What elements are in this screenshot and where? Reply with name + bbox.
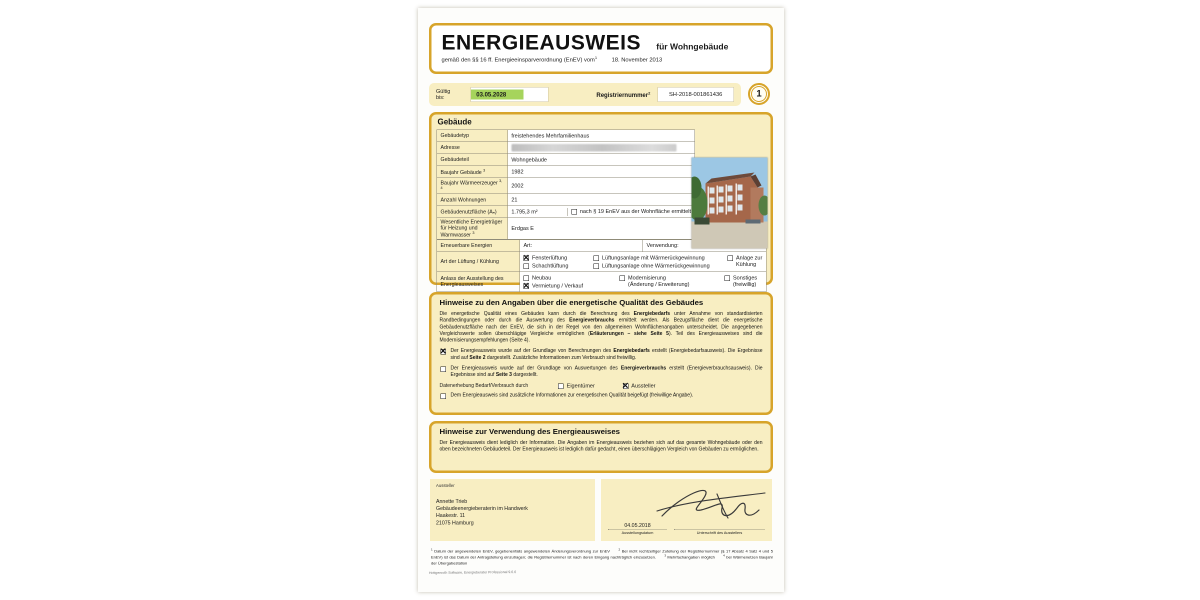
- table-row: [437, 206, 695, 218]
- signature-line: [674, 523, 765, 530]
- table-row: [437, 166, 695, 178]
- option-label: Lüftungsanlage mit Wärmerückgewinnung: [602, 255, 705, 262]
- scanned-document: [418, 8, 784, 592]
- field-label: Anzahl Wohnungen: [437, 194, 508, 206]
- signature-row: [608, 523, 765, 536]
- field-value: [508, 206, 695, 218]
- owner-option-label: Eigentümer: [566, 382, 595, 389]
- field-label: Gebäudenutzfläche (Aₙ): [437, 206, 508, 218]
- floor-area-value: 1.795,3 m²: [508, 208, 568, 216]
- checkbox: ✕: [522, 280, 530, 291]
- footnote-marker: 3: [472, 230, 475, 236]
- building-section-title: Gebäude: [437, 118, 472, 127]
- option-label: Lüftungsanlage ohne Wärmerückgewinnung: [602, 262, 710, 269]
- checkbox: [594, 256, 600, 262]
- valid-until-field: [471, 87, 549, 102]
- energieausweis-page-1: [418, 8, 784, 592]
- footnote: $^2$ Bei nicht rechtzeitiger Zuteilung der Registriernummer (§ 17 Absatz 4 Satz 4 und 5 EnEV) ist das Datum der Antragstellung einzutragen; die Registriernummer ist nach deren Eingang nachträglich einzusetzen.: [431, 548, 773, 560]
- field-label: Gebäudetyp: [437, 130, 508, 142]
- consumption-certificate-option: [440, 365, 763, 378]
- field-label: Baujahr Gebäude $^3$: [437, 166, 508, 178]
- checkbox: ✕: [621, 380, 629, 391]
- additional-info-text: Dem Energieausweis sind zusätzliche Informationen zur energetischen Qualität beigefügt (freiwillige Angabe).: [450, 392, 694, 399]
- checkbox: [620, 276, 626, 282]
- table-row: [437, 218, 695, 239]
- checkbox: [524, 263, 530, 269]
- law-footnote-marker: 1: [594, 55, 598, 60]
- checkbox: [558, 383, 564, 389]
- footnote: $^3$ Mehrfachangaben möglich: [664, 554, 715, 560]
- field-value: 1982: [508, 166, 695, 178]
- checkbox: [594, 263, 600, 269]
- checkbox: [441, 367, 447, 373]
- issue-date-column: [608, 523, 667, 536]
- page-number-badge: 1: [748, 83, 770, 105]
- issuer-city: 21075 Hamburg: [436, 519, 474, 526]
- quality-intro-paragraph: Die energetische Qualität eines Gebäudes kann durch die Berechnung des Energiebedarfs unter Annahme von standardisierten Randbedingungen oder durch die Auswertung des Energieverbrauchs ermittelt werden. Als Bezugsfläche dient die energetische Gebäudenutzfläche nach der EnEV, die sich in der Regel von den allgemeinen Wohnflächenangaben unterscheidet. Die angegebenen Vergleichswerte sollen überschlägige Vergleiche ermöglichen (Erläuterungen – siehe Seite 5). Teil des Energieausweises sind die Modernisierungsempfehlungen (Seite 4).: [439, 311, 763, 344]
- checkbox: [571, 209, 577, 215]
- checkbox: ✕: [522, 253, 530, 263]
- renewables-verwendung-cell: Verwendung:: [643, 240, 767, 252]
- quality-hints-section: [429, 292, 773, 415]
- checkbox: [725, 276, 731, 282]
- consumption-certificate-text: Der Energieausweis wurde auf der Grundlage von Auswertungen des Energieverbrauchs erstellt (Energieverbrauchsausweis). Die Ergebnisse sind auf Seite 3 dargestellt.: [450, 365, 763, 378]
- issue-date-caption: Ausstellungsdatum: [621, 530, 654, 535]
- issuer-street: Haakestr. 11: [436, 512, 466, 519]
- demand-certificate-option: [440, 348, 763, 361]
- quality-hints-title: Hinweise zu den Angaben über die energetische Qualität des Gebäudes: [439, 298, 704, 307]
- field-value: Erdgas E: [508, 218, 695, 239]
- building-photo: [692, 158, 768, 249]
- checkbox: [728, 256, 734, 262]
- field-label: Baujahr Wärmeerzeuger $^{3, 4}$: [437, 178, 508, 194]
- table-row: [437, 272, 767, 292]
- issue-reason-options-cell: [520, 272, 767, 292]
- redaction-blur: [511, 144, 676, 152]
- checkbox: [441, 394, 447, 400]
- footnote: $^4$ bei Wärmenetzen Baujahr der Übergabestation: [431, 554, 774, 566]
- registry-label: Registriernummer$^2$: [596, 90, 651, 99]
- issuer-address: [436, 498, 589, 526]
- footnote: $^1$ Datum der angewendeten EnEV, gegebenenfalls angewendeten Änderungsverordnung zur EnEV: [431, 548, 610, 554]
- signature-block: [601, 479, 772, 541]
- footnote-marker: 3, 4: [440, 178, 503, 190]
- valid-until-date-highlighted: 03.05.2028: [471, 90, 523, 100]
- building-table-area: [432, 130, 771, 296]
- registry-number-field: SH-2018-001861436: [657, 87, 734, 102]
- document-subtitle: für Wohngebäude: [656, 42, 729, 52]
- footnotes: [431, 548, 773, 567]
- issuer-title: Gebäudeenergieberaterin im Handwerk: [436, 505, 528, 512]
- table-row: [437, 178, 695, 194]
- issue-date: 04.05.2018: [608, 523, 667, 530]
- field-label: Anlass der Ausstellung des Energieausweises: [437, 272, 520, 292]
- signature: [653, 479, 768, 525]
- floor-area-option: [568, 208, 695, 216]
- title-box: [429, 23, 773, 74]
- validity-bar: [429, 83, 741, 106]
- usage-hints-section: [429, 421, 773, 473]
- ventilation-options-cell: [520, 252, 767, 272]
- software-credit: Hottgenroth Software, Energieberater Professional 9.6.6: [428, 570, 517, 575]
- option-label: Modernisierung (Änderung / Erweiterung): [628, 275, 690, 288]
- option-label: Neubau: [532, 275, 552, 282]
- building-table-upper: [437, 130, 696, 240]
- law-reference: [442, 56, 761, 63]
- signature-column: [674, 523, 765, 536]
- issuer-label: Aussteller: [436, 483, 455, 488]
- usage-hints-paragraph: Der Energieausweis dient lediglich der Information. Die Angaben im Energieausweis beziehen sich auf das gesamte Wohngebäude oder den oben bezeichneten Gebäudeteil. Der Energieausweis ist lediglich dafür gedacht, einen überschlägigen Vergleich von Gebäuden zu ermöglichen.: [439, 440, 763, 453]
- option-label: Anlage zur Kühlung: [736, 255, 763, 268]
- option-label: Sonstiges (freiwillig): [733, 275, 758, 288]
- option-label: Schachtlüftung: [532, 262, 569, 269]
- table-row: [437, 142, 695, 154]
- issuer-option-label: Aussteller: [631, 382, 656, 389]
- field-value: 21: [508, 194, 695, 206]
- field-value: freistehendes Mehrfamilienhaus: [508, 130, 695, 142]
- field-label: Erneuerbare Energien: [437, 240, 520, 252]
- checkbox: ✕: [439, 346, 447, 357]
- field-label: Wesentliche Energieträger für Heizung und Warmwasser $^3$: [437, 218, 508, 239]
- field-label: Gebäudeteil: [437, 154, 508, 166]
- table-row: [437, 252, 767, 272]
- renewables-art-cell: Art:: [520, 240, 643, 252]
- usage-hints-title: Hinweise zur Verwendung des Energieausweises: [439, 427, 620, 436]
- option-label: Fensterlüftung: [532, 255, 568, 262]
- data-collection-row: [439, 380, 763, 391]
- building-section: [429, 112, 773, 291]
- field-value-redacted: [508, 142, 695, 154]
- field-label: Adresse: [437, 142, 508, 154]
- issuer-block: [430, 479, 595, 541]
- table-row: [437, 194, 695, 206]
- valid-until-label: Gültig bis:: [436, 88, 451, 101]
- data-collection-label: Datenerhebung Bedarf/Verbrauch durch: [439, 383, 529, 389]
- issuer-name: Annette Trieb: [436, 498, 468, 505]
- document-title: ENERGIEAUSWEIS: [441, 30, 642, 54]
- law-date: 18. November 2013: [611, 56, 663, 63]
- field-value: Wohngebäude: [508, 154, 695, 166]
- registry-footnote-marker: 2: [648, 90, 651, 96]
- law-text: gemäß den §§ 16 ff. Energieeinsparverordnung (EnEV) vom: [441, 56, 595, 63]
- footnote-marker: 3: [483, 167, 486, 173]
- signature-caption: Unterschrift des Ausstellers: [696, 530, 743, 535]
- option-label: Vermietung / Verkauf: [532, 282, 584, 289]
- field-value: 2002: [508, 178, 695, 194]
- field-label: Art der Lüftung / Kühlung: [437, 252, 520, 272]
- table-row: [437, 130, 695, 142]
- checkbox-label: nach § 19 EnEV aus der Wohnfläche ermittelt: [579, 208, 691, 215]
- additional-info-option: [440, 392, 763, 399]
- demand-certificate-text: Der Energieausweis wurde auf der Grundlage von Berechnungen des Energiebedarfs erstellt (Energiebedarfsausweis). Die Ergebnisse sind auf Seite 2 dargestellt. Zusätzliche Informationen zum Verbrauch sind freiwillig.: [450, 348, 763, 361]
- table-row: [437, 154, 695, 166]
- title-row: [442, 31, 761, 55]
